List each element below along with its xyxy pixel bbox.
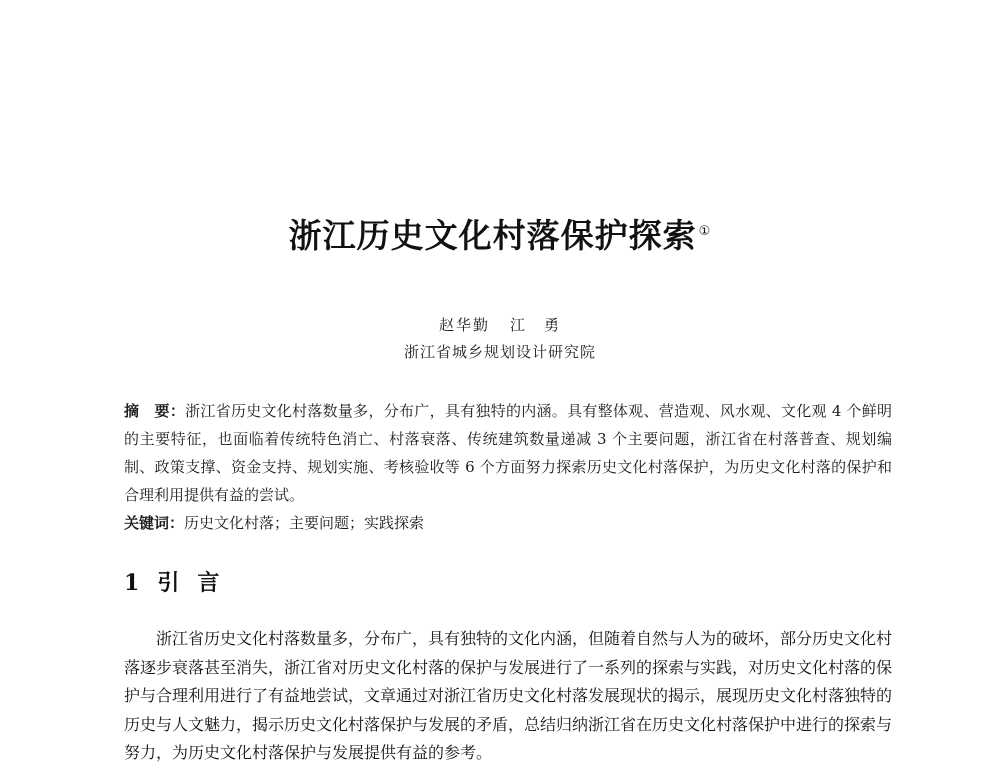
abstract-text: 浙江省历史文化村落数量多，分布广，具有独特的内涵。具有整体观、营造观、风水观、文化观 4 个鲜明的主要特征，也面临着传统特色消亡、村落衰落、传统建筑数量递减 3 个主要问题，浙江省在村落普查、规划编制、政策支撑、资金支持、规划实施、考核验收等 6 个方面努力探索历史文化村落保护，为历史文化村落的保护和合理利用提供有益的尝试。 [124, 402, 892, 504]
title-footnote-marker: ① [698, 224, 712, 239]
keywords-label: 关键词： [124, 514, 185, 532]
section-number: 1 [124, 570, 140, 596]
section-heading [124, 566, 237, 597]
abstract-label: 摘 要： [124, 402, 186, 420]
paper-title [0, 210, 1000, 257]
keywords [124, 509, 892, 537]
author-name: 赵华勤 [438, 316, 490, 334]
body-paragraph: 浙江省历史文化村落数量多，分布广，具有独特的文化内涵，但随着自然与人为的破坏，部分历史文化村落逐步衰落甚至消失，浙江省对历史文化村落的保护与发展进行了一系列的探索与实践，对历史文化村落的保护与合理利用进行了有益地尝试，文章通过对浙江省历史文化村落发展现状的揭示，展现历史文化村落独特的历史与人文魅力，揭示历史文化村落保护与发展的矛盾，总结归纳浙江省在历史文化村落保护中进行的探索与努力，为历史文化村落保护与发展提供有益的参考。 [124, 629, 893, 762]
author-affiliation: 浙江省城乡规划设计研究院 [403, 343, 596, 361]
keywords-text: 历史文化村落；主要问题；实践探索 [184, 514, 425, 532]
abstract [124, 397, 892, 509]
paper-title-text: 浙江历史文化村落保护探索 [288, 216, 697, 255]
author-name: 江 勇 [510, 316, 562, 334]
author-list [0, 314, 1000, 335]
section-title: 引言 [157, 570, 238, 596]
